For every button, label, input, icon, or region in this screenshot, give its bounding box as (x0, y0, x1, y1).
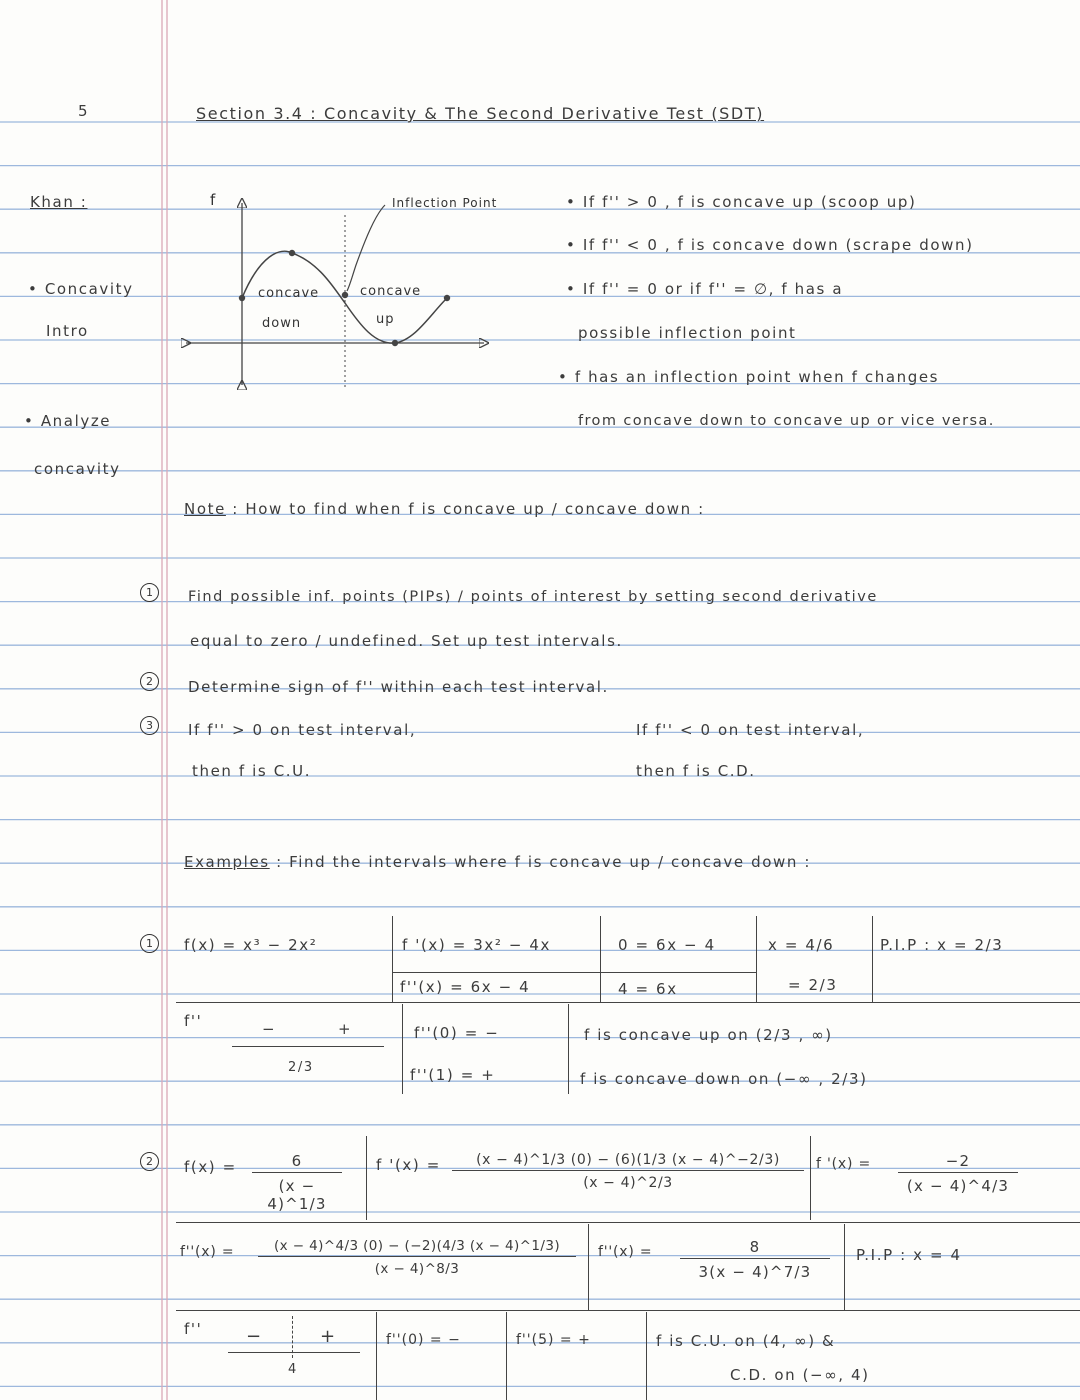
ex2-function-fraction (252, 1152, 342, 1213)
margin-source: Khan : (30, 193, 88, 211)
example-1-marker: 1 (140, 934, 159, 953)
ex2-first-derivative-numerator: (x − 4)^1/3 (0) − (6)(1/3 (x − 4)^−2/3) (452, 1152, 804, 1171)
example-2-marker: 2 (140, 1152, 159, 1171)
step-1-marker: 1 (140, 583, 159, 602)
ex2-test-2: f''(5) = + (516, 1332, 591, 1348)
ex2-first-derivative-denominator: (x − 4)^2/3 (583, 1175, 673, 1191)
inflection-label: Inflection Point (392, 196, 498, 210)
examples-heading (184, 853, 811, 871)
ex2-second-derivative-denominator: (x − 4)^8/3 (374, 1261, 460, 1277)
margin-topic-concavity-2: concavity (34, 460, 121, 478)
point-start (239, 295, 245, 301)
step-3-cu-condition: If f'' > 0 on test interval, (188, 721, 417, 739)
step-1-line-2: equal to zero / undefined. Set up test intervals. (190, 632, 623, 650)
ex1-sign-line (232, 1046, 384, 1047)
ex2-function-denominator: (x − 4)^1/3 (267, 1177, 327, 1213)
ex1-solution-2: = 2/3 (788, 976, 838, 994)
ex1-test-1: f''(0) = − (414, 1024, 500, 1042)
ex2-sign-plus: + (320, 1326, 337, 1347)
ex1-sign-plus: + (338, 1020, 353, 1038)
ex1-sign-minus: − (262, 1020, 277, 1038)
rule-possible-inflection-2: possible inflection point (578, 324, 797, 342)
page-number: 5 (78, 102, 90, 120)
rule-inflection-point-2: from concave down to concave up or vice versa. (578, 413, 995, 429)
ex2-pip: P.I.P : x = 4 (856, 1246, 962, 1264)
ex1-equation-1: 0 = 6x − 4 (618, 936, 716, 954)
ex2-sign-tick (292, 1316, 293, 1358)
ex1-sign-label: f'' (184, 1012, 203, 1030)
ex2-second-derivative-lhs: f''(x) = (180, 1244, 235, 1260)
note-text: : How to find when f is concave up / concave down : (232, 500, 705, 518)
step-2-marker: 2 (140, 672, 159, 691)
ex1-sign-point: 2/3 (288, 1060, 314, 1075)
ex2-sign-line (228, 1352, 360, 1353)
step-3-cd-result: then f is C.D. (636, 762, 756, 780)
ex2-function-numerator: 6 (252, 1152, 342, 1173)
ex1-result-down: f is concave down on (−∞ , 2/3) (580, 1070, 868, 1088)
ex2-first-derivative-simplified-lhs: f '(x) = (816, 1156, 872, 1172)
rule-possible-inflection: • If f'' = 0 or if f'' = ∅, f has a (566, 280, 844, 298)
point-min (392, 340, 398, 346)
ex2-function-lhs: f(x) = (184, 1158, 237, 1176)
step-1-line-1: Find possible inf. points (PIPs) / points of interest by setting second derivative (188, 589, 878, 605)
ex2-sign-minus: − (246, 1326, 263, 1347)
step-2-text: Determine sign of f'' within each test interval. (188, 678, 609, 696)
step-3-cd-condition: If f'' < 0 on test interval, (636, 721, 865, 739)
ex2-first-derivative-simplified-fraction (898, 1152, 1018, 1195)
ex2-second-derivative-simplified-lhs: f''(x) = (598, 1244, 653, 1260)
ex1-solution-1: x = 4/6 (768, 936, 835, 954)
ex1-test-2: f''(1) = + (410, 1066, 496, 1084)
ex2-first-derivative-simplified-numerator: −2 (898, 1152, 1018, 1173)
ex2-second-derivative-numerator: (x − 4)^4/3 (0) − (−2)(4/3 (x − 4)^1/3) (258, 1238, 576, 1257)
ex2-sign-point: 4 (288, 1362, 298, 1377)
step-3-cu-result: then f is C.U. (192, 762, 312, 780)
point-end (444, 295, 450, 301)
ex2-sign-label: f'' (184, 1320, 203, 1338)
step-3-marker: 3 (140, 716, 159, 735)
page-title: Section 3.4 : Concavity & The Second Derivative Test (SDT) (196, 104, 765, 123)
margin-topic-analyze: • Analyze (24, 412, 112, 430)
ex2-first-derivative-fraction (452, 1152, 804, 1191)
ex2-test-1: f''(0) = − (386, 1332, 461, 1348)
note-heading (184, 500, 705, 518)
concave-up-label-1: concave (360, 284, 422, 299)
point-max (289, 250, 295, 256)
concave-down-label-1: concave (258, 286, 320, 301)
examples-text: : Find the intervals where f is concave up / concave down : (276, 853, 811, 871)
ex1-equation-2: 4 = 6x (618, 980, 678, 998)
ex2-result-up: f is C.U. on (4, ∞) & (656, 1332, 836, 1350)
inflection-arrow (347, 205, 385, 291)
ex2-second-derivative-simplified-denominator: 3(x − 4)^7/3 (698, 1263, 812, 1281)
concave-down-label-2: down (262, 316, 302, 331)
margin-topic-intro: Intro (46, 322, 89, 340)
margin-topic-concavity: • Concavity (28, 280, 134, 298)
ex2-second-derivative-simplified-fraction (680, 1238, 830, 1281)
examples-label: Examples (184, 853, 270, 871)
ex1-pip: P.I.P : x = 2/3 (880, 936, 1004, 954)
note-label: Note (184, 500, 226, 518)
ex2-first-derivative-lhs: f '(x) = (376, 1156, 441, 1174)
rule-concave-down: • If f'' < 0 , f is concave down (scrape down) (566, 236, 974, 254)
ex2-second-derivative-fraction (258, 1238, 576, 1277)
rule-concave-up: • If f'' > 0 , f is concave up (scoop up) (566, 193, 917, 211)
ex1-first-derivative: f '(x) = 3x² − 4x (402, 936, 552, 954)
ex1-function: f(x) = x³ − 2x² (184, 936, 318, 954)
ex1-result-up: f is concave up on (2/3 , ∞) (584, 1026, 833, 1044)
ex1-second-derivative: f''(x) = 6x − 4 (400, 978, 531, 996)
graph-f-label: f (210, 191, 216, 209)
ex2-result-down: C.D. on (−∞, 4) (730, 1366, 870, 1384)
rule-inflection-point: • f has an inflection point when f changes (558, 368, 940, 386)
ex2-second-derivative-simplified-numerator: 8 (680, 1238, 830, 1259)
point-inflection (342, 292, 348, 298)
ex2-first-derivative-simplified-denominator: (x − 4)^4/3 (906, 1177, 1010, 1195)
concavity-sketch (180, 185, 500, 395)
concave-up-label-2: up (376, 312, 395, 327)
